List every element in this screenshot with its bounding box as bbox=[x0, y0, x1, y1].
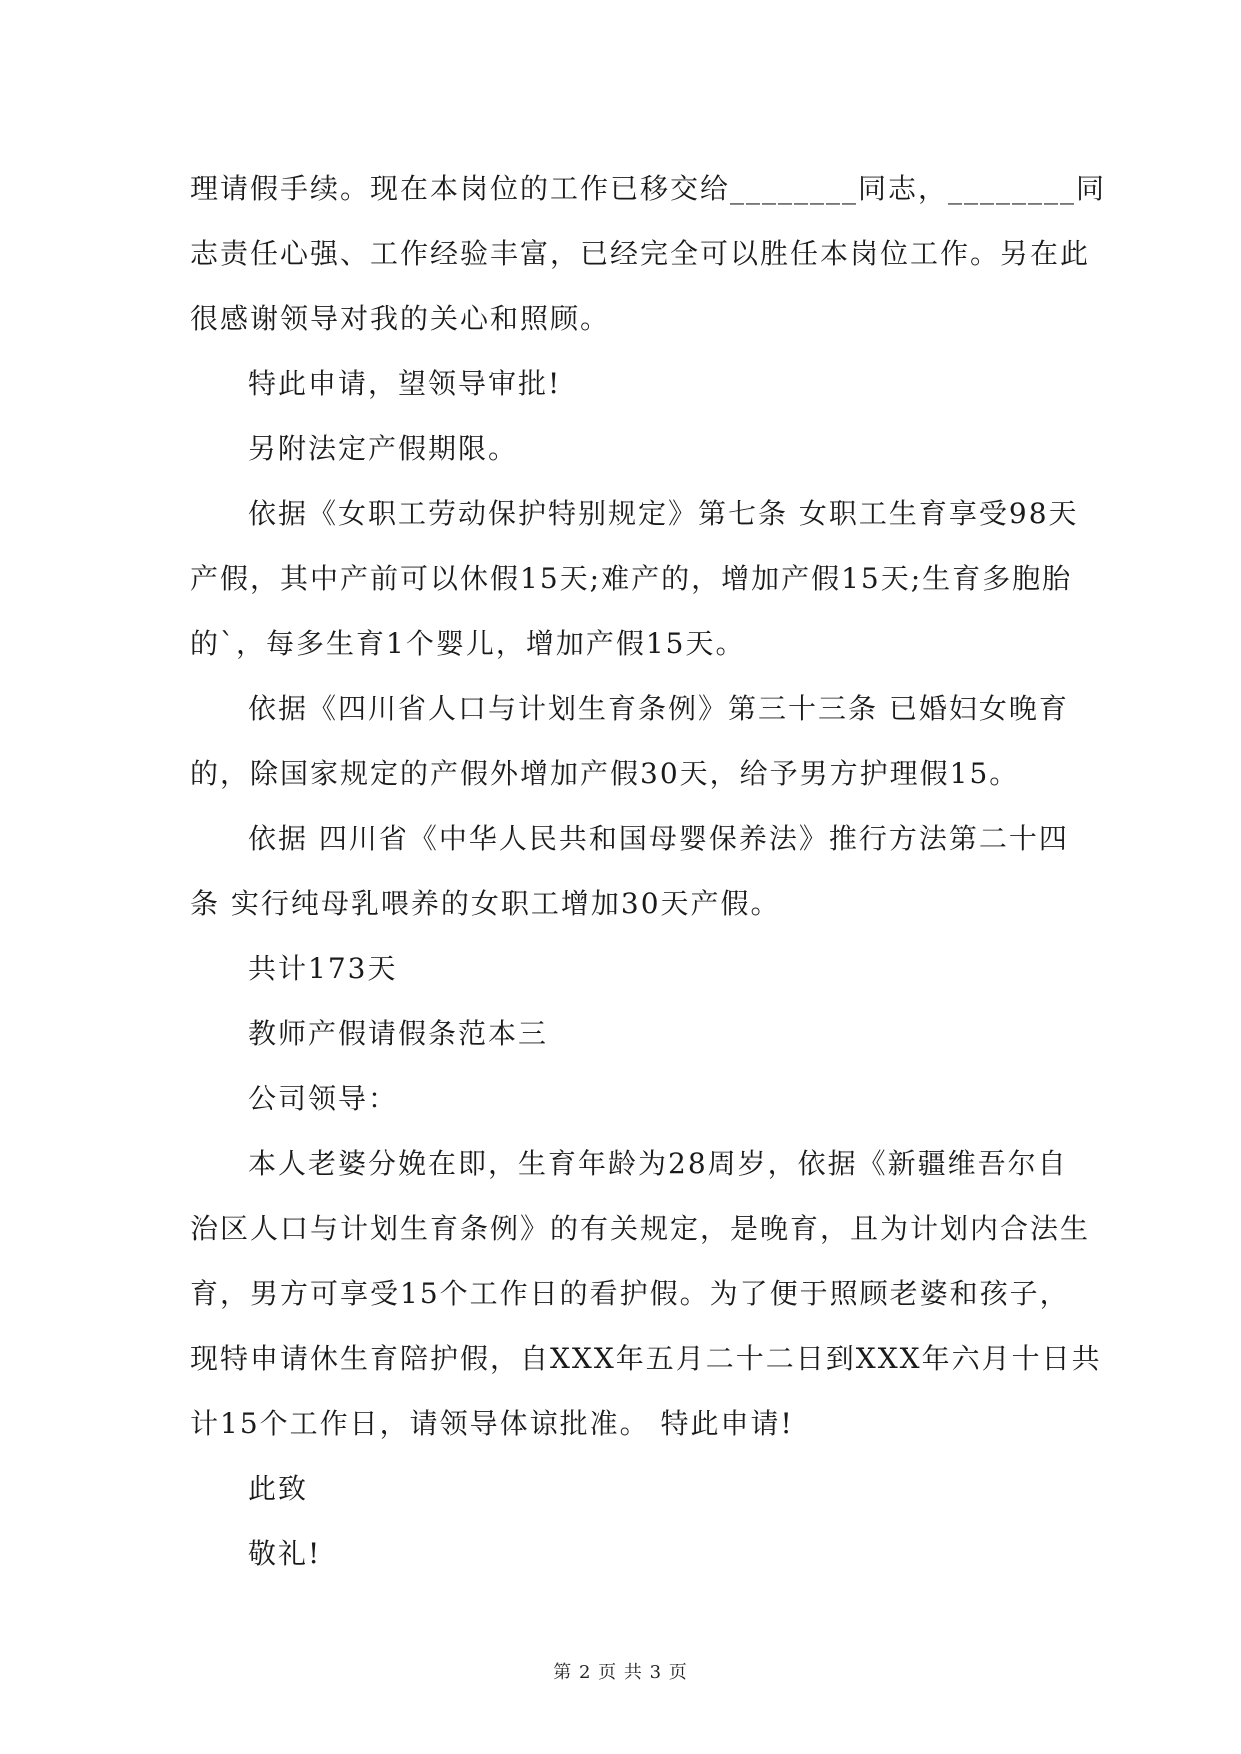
paragraph-line: 依据 四川省《中华人民共和国母婴保养法》推行方法第二十四 bbox=[248, 822, 1069, 855]
paragraph-line: 特此申请，望领导审批! bbox=[248, 367, 562, 400]
paragraph-line: 依据《女职工劳动保护特别规定》第七条 女职工生育享受98天 bbox=[248, 497, 1079, 530]
page-footer: 第 2 页 共 3 页 bbox=[553, 1662, 688, 1683]
body-line: 治区人口与计划生育条例》的有关规定，是晚育，且为计划内合法生 bbox=[190, 1212, 1091, 1245]
paragraph-line: 共计173天 bbox=[248, 952, 398, 985]
paragraph-line: 依据《四川省人口与计划生育条例》第三十三条 已婚妇女晚育 bbox=[248, 692, 1069, 725]
paragraph-line: 另附法定产假期限。 bbox=[248, 432, 519, 465]
body-line: 产假，其中产前可以休假15天;难产的，增加产假15天;生育多胞胎 bbox=[190, 562, 1073, 595]
body-line: 条 实行纯母乳喂养的女职工增加30天产假。 bbox=[190, 887, 781, 920]
body-line: 育，男方可享受15个工作日的看护假。为了便于照顾老婆和孩子， bbox=[190, 1277, 1070, 1310]
salutation: 公司领导： bbox=[248, 1082, 399, 1115]
paragraph-line: 本人老婆分娩在即，生育年龄为28周岁，依据《新疆维吾尔自 bbox=[248, 1147, 1068, 1180]
body-line: 的，除国家规定的产假外增加产假30天，给予男方护理假15。 bbox=[190, 757, 1020, 790]
body-line: 现特申请休生育陪护假，自XXX年五月二十二日到XXX年六月十日共 bbox=[190, 1342, 1102, 1375]
body-line: 志责任心强、工作经验丰富，已经完全可以胜任本岗位工作。另在此 bbox=[190, 237, 1091, 270]
closing-line: 此致 bbox=[248, 1472, 309, 1505]
body-line: 计15个工作日，请领导体谅批准。 特此申请! bbox=[190, 1407, 794, 1440]
section-heading: 教师产假请假条范本三 bbox=[248, 1017, 549, 1050]
closing-line: 敬礼! bbox=[248, 1537, 322, 1570]
body-line: 理请假手续。现在本岗位的工作已移交给________同志，________同 bbox=[190, 172, 1107, 205]
document-body bbox=[190, 156, 1107, 1586]
body-line: 的`，每多生育1个婴儿，增加产假15天。 bbox=[190, 627, 746, 660]
body-line: 很感谢领导对我的关心和照顾。 bbox=[190, 302, 611, 335]
